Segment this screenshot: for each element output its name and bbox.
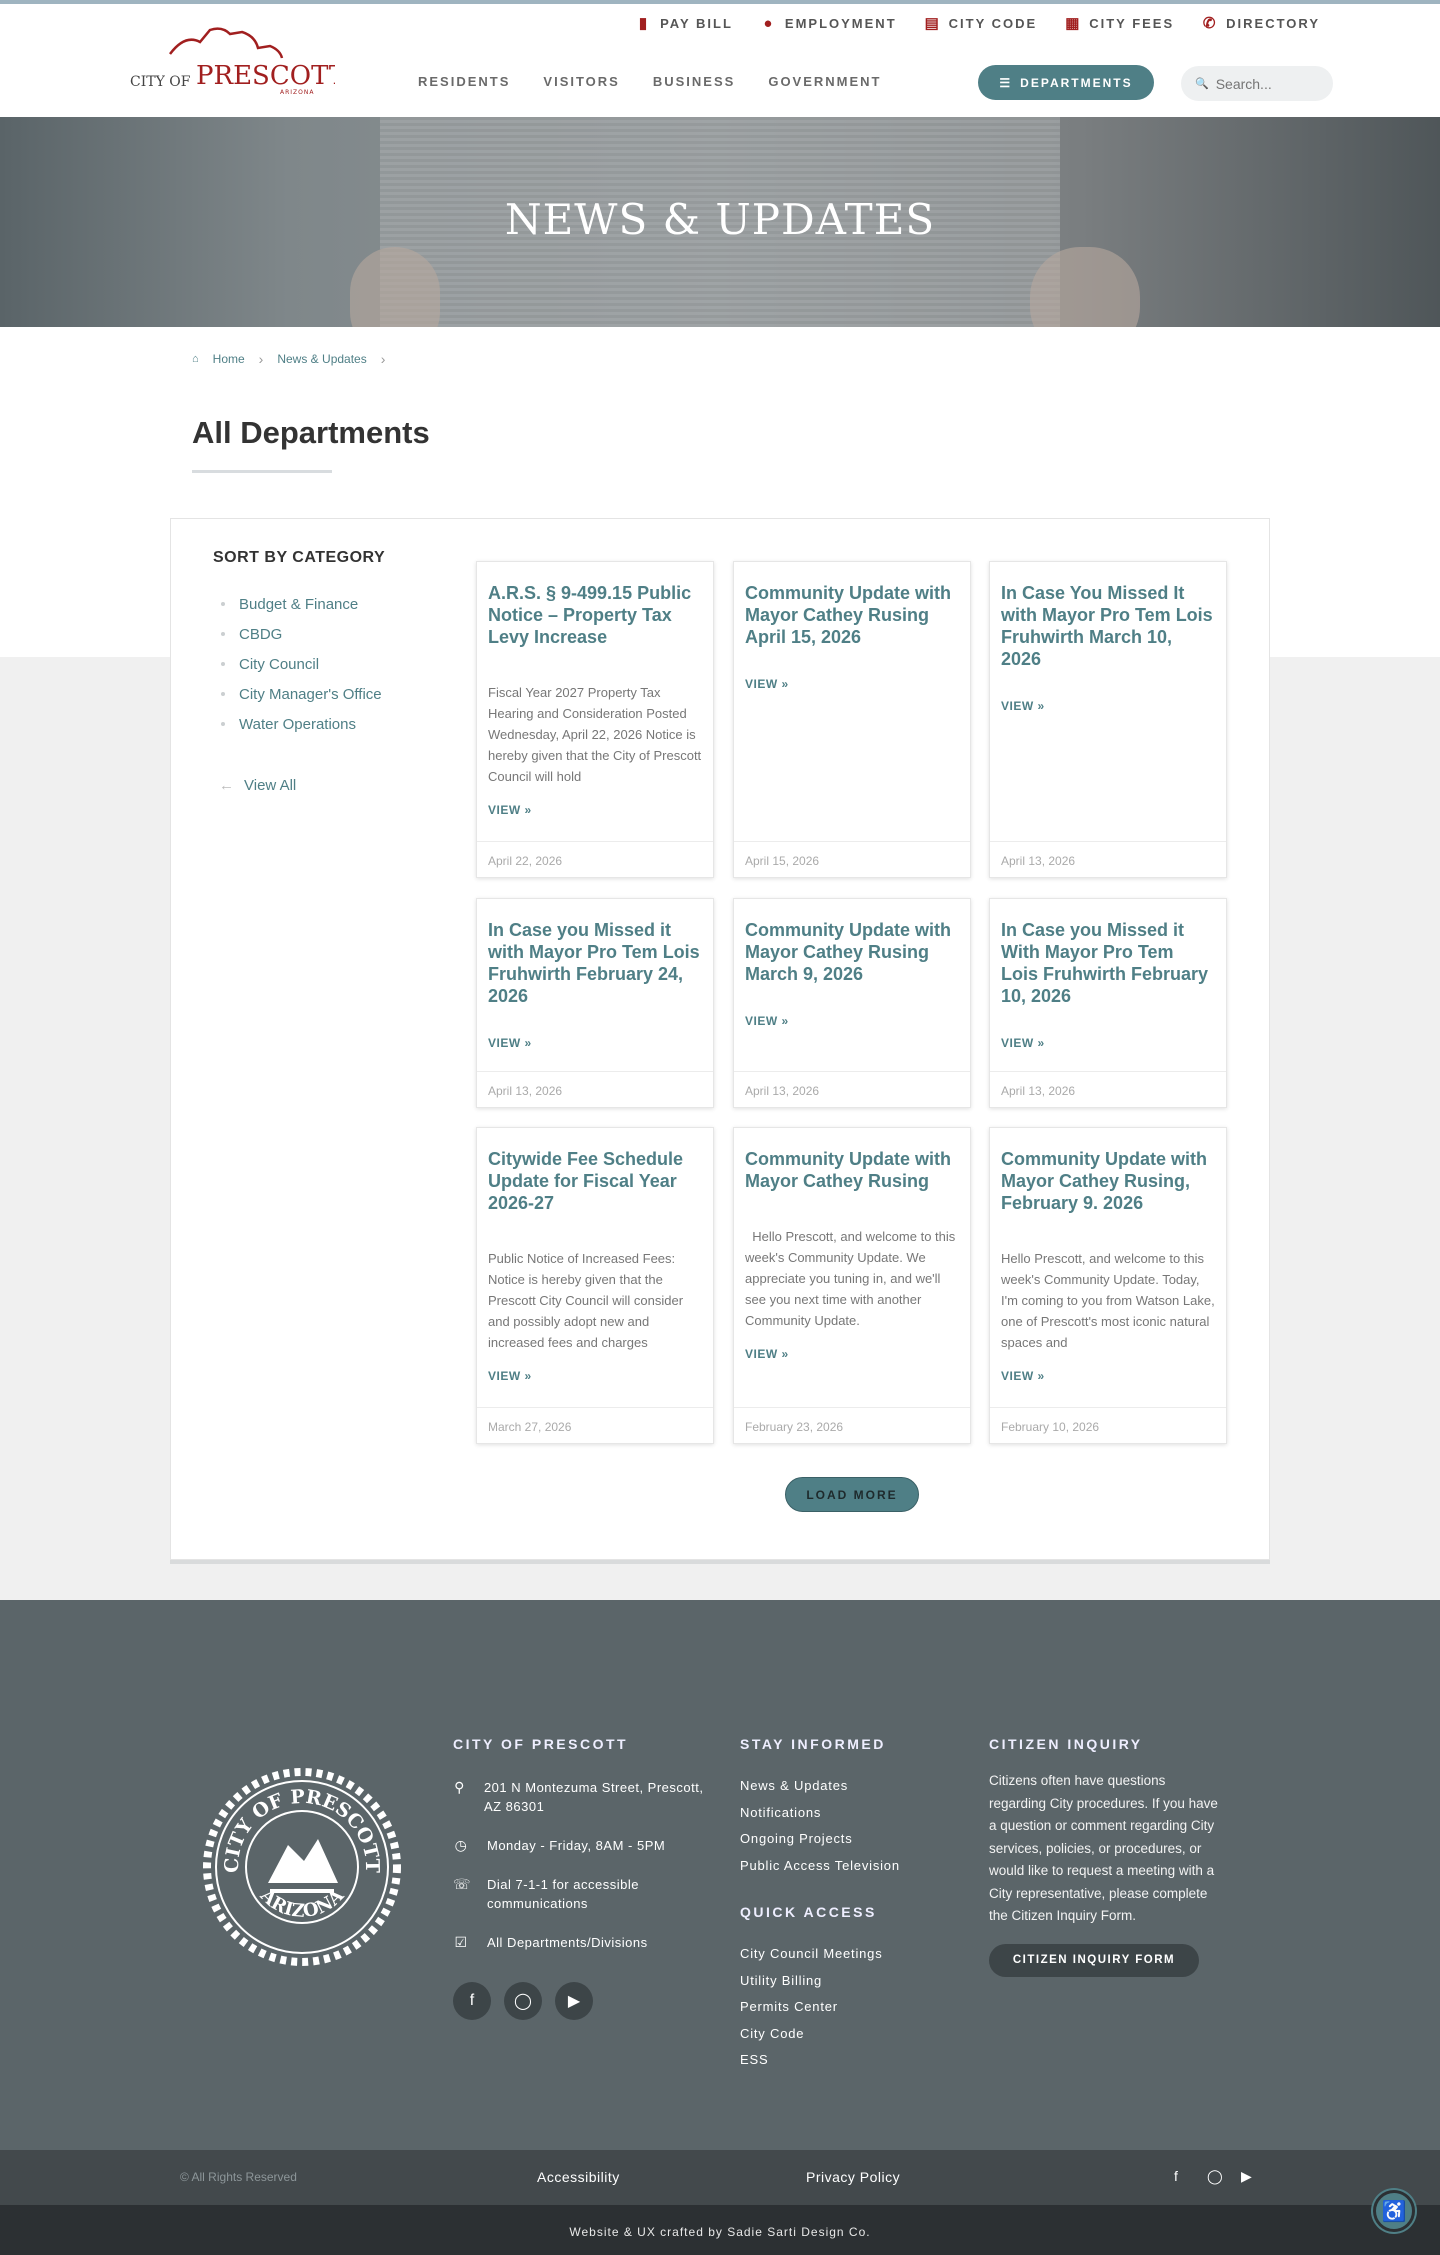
card-title[interactable]: Citywide Fee Schedule Update for Fiscal Year 2026-27 [488, 1149, 684, 1213]
card-title[interactable]: Community Update with Mayor Cathey Rusing April 15, 2026 [745, 583, 951, 647]
load-more-button[interactable]: LOAD MORE [785, 1477, 919, 1512]
hero-banner [0, 117, 1440, 327]
utility-label: CITY FEES [1089, 15, 1175, 31]
card-date: April 13, 2026 [990, 841, 1226, 877]
hero-hand-right [1030, 247, 1140, 327]
view-all-link[interactable] [213, 777, 433, 794]
city-fees-link[interactable] [1065, 14, 1174, 32]
view-link[interactable]: VIEW » [745, 677, 789, 691]
hours-row [453, 1836, 713, 1855]
card-title[interactable]: Community Update with Mayor Cathey Rusing March 9, 2026 [745, 920, 951, 984]
site-credit: Website & UX crafted by Sadie Sarti Design Co. [0, 2205, 1440, 2255]
site-header [0, 0, 1440, 117]
footer-link-news[interactable]: News & Updates [740, 1778, 849, 1793]
instagram-icon[interactable]: ◯ [1207, 2168, 1223, 2184]
card-excerpt: Hello Prescott, and welcome to this week's Community Update. Today, I'm coming to you from Watson Lake, one of Prescott's most iconic natural spaces and [1001, 1251, 1215, 1350]
chevron-right-icon: › [380, 351, 386, 367]
city-seal [200, 1765, 405, 1970]
employment-link[interactable] [761, 14, 897, 32]
category-label: CBDG [239, 625, 283, 643]
home-icon: ⌂ [192, 353, 199, 365]
card-excerpt: Public Notice of Increased Fees: Notice is hereby given that the Prescott City Council will consider and possibly adopt new and increased fees and charges [488, 1251, 684, 1350]
facebook-icon[interactable]: f [453, 1982, 491, 2020]
utility-label: CITY CODE [948, 15, 1038, 31]
nav-visitors[interactable]: VISITORS [543, 74, 620, 89]
category-sidebar [213, 549, 433, 794]
list-icon: ☰ [999, 75, 1013, 90]
footer-link-ess[interactable]: ESS [740, 2052, 769, 2067]
main-nav [418, 74, 882, 89]
category-city-managers-office[interactable] [213, 679, 433, 709]
card-excerpt: Hello Prescott, and welcome to this week's Community Update. We appreciate you tuning in, and we'll see you next time with another Community Update. [745, 1229, 959, 1328]
search-box [1181, 66, 1333, 101]
category-cbdg[interactable] [213, 619, 433, 649]
copyright: © All Rights Reserved [180, 2170, 297, 2184]
view-link[interactable]: VIEW » [1001, 1369, 1045, 1383]
card-title[interactable]: Community Update with Mayor Cathey Rusing, February 9. 2026 [1001, 1149, 1207, 1213]
phone-icon: ✆ [1202, 15, 1218, 32]
logo-arizona: ARIZONA [280, 89, 315, 94]
tty-text: Dial 7-1-1 for accessible communications [487, 1877, 639, 1911]
view-link[interactable]: VIEW » [1001, 1036, 1045, 1050]
footer-link-pat[interactable]: Public Access Television [740, 1857, 900, 1873]
card-title[interactable]: Community Update with Mayor Cathey Rusing [745, 1149, 951, 1191]
view-link[interactable]: VIEW » [488, 1036, 532, 1050]
utility-label: PAY BILL [660, 15, 733, 31]
pay-bill-icon: ▮ [638, 15, 650, 32]
view-link[interactable]: VIEW » [488, 803, 532, 817]
directory-icon: ☑ [454, 1934, 468, 1950]
seal-bottom-text: ARIZONA [256, 1885, 348, 1923]
card-date: March 27, 2026 [477, 1407, 713, 1443]
utility-nav [636, 14, 1320, 32]
tty-row [453, 1875, 713, 1913]
card-date: April 22, 2026 [477, 841, 713, 877]
all-departments-link[interactable] [453, 1933, 713, 1952]
news-card[interactable] [476, 561, 714, 878]
privacy-policy-link[interactable]: Privacy Policy [806, 2169, 901, 2185]
view-link[interactable]: VIEW » [745, 1014, 789, 1028]
logo-graphic [130, 24, 335, 94]
news-card[interactable] [733, 1127, 971, 1444]
logo-city-of: CITY OF [130, 74, 191, 90]
footer-heading: STAY INFORMED [740, 1736, 886, 1752]
category-label: City Manager's Office [239, 685, 382, 703]
bullet-icon [221, 632, 225, 636]
card-title[interactable]: In Case you Missed it with Mayor Pro Tem Lois Fruhwirth February 24, 2026 [488, 920, 700, 1006]
category-budget-finance[interactable] [213, 589, 433, 619]
card-date: February 23, 2026 [734, 1407, 970, 1443]
category-water-operations[interactable] [213, 709, 433, 739]
view-all-label: View All [244, 777, 297, 794]
utility-label: EMPLOYMENT [784, 15, 897, 31]
address-row [453, 1778, 713, 1816]
footer-contact-column [453, 1736, 713, 2020]
accessibility-widget-icon[interactable]: ♿ [1373, 2190, 1415, 2232]
chevron-right-icon: › [258, 351, 264, 367]
news-card[interactable] [476, 1127, 714, 1444]
breadcrumb [192, 351, 385, 367]
card-date: February 10, 2026 [990, 1407, 1226, 1443]
citizen-inquiry-button[interactable]: CITIZEN INQUIRY FORM [989, 1944, 1199, 1977]
card-title[interactable]: In Case you Missed it With Mayor Pro Tem Lois Fruhwirth February 10, 2026 [1001, 920, 1209, 1006]
category-label: Budget & Finance [239, 595, 359, 613]
news-card[interactable] [733, 561, 971, 878]
card-title[interactable]: In Case You Missed It with Mayor Pro Tem Lois Fruhwirth March 10, 2026 [1001, 583, 1213, 669]
inquiry-text: Citizens often have questions regarding City procedures. If you have a question or comment regarding City services, policies, or procedures, or would like to request a meeting with a City representative, please complete the Citizen Inquiry Form. [989, 1773, 1218, 1923]
pay-bill-link[interactable] [636, 14, 733, 32]
news-card[interactable] [733, 898, 971, 1108]
search-icon: 🔍 [1195, 78, 1209, 90]
hours-text: Monday - Friday, 8AM - 5PM [487, 1838, 666, 1853]
breadcrumb-home[interactable]: Home [212, 352, 245, 366]
hero-title: NEWS & UPDATES [504, 195, 936, 244]
footer-link-permits[interactable]: Permits Center [740, 1999, 838, 2014]
card-date: April 13, 2026 [734, 1071, 970, 1107]
footer-heading: CITY OF PRESCOTT [453, 1736, 629, 1752]
nav-residents[interactable]: RESIDENTS [418, 74, 511, 89]
site-footer [0, 1600, 1440, 2150]
card-date: April 15, 2026 [734, 841, 970, 877]
city-code-icon: ▤ [924, 15, 941, 32]
news-panel [170, 518, 1270, 1560]
accessibility-link[interactable]: Accessibility [537, 2169, 620, 2185]
bullet-icon [221, 662, 225, 666]
nav-business[interactable]: BUSINESS [652, 74, 736, 89]
category-city-council[interactable] [213, 649, 433, 679]
footer-heading: CITIZEN INQUIRY [989, 1736, 1143, 1752]
nav-government[interactable]: GOVERNMENT [768, 74, 882, 89]
facebook-icon[interactable]: f [1174, 2168, 1178, 2184]
view-link[interactable]: VIEW » [745, 1347, 789, 1361]
page-title: All Departments [192, 415, 430, 450]
city-code-link[interactable] [925, 14, 1038, 32]
search-input[interactable] [1216, 76, 1326, 92]
footer-link-council-meetings[interactable]: City Council Meetings [740, 1946, 883, 1961]
footer-links-column [740, 1736, 960, 2079]
footer-socials [453, 1982, 713, 2020]
bullet-icon [221, 692, 225, 696]
view-link[interactable]: VIEW » [1001, 699, 1045, 713]
clock-icon: ◷ [454, 1837, 468, 1853]
news-card[interactable] [989, 561, 1227, 878]
category-label: City Council [239, 655, 320, 673]
category-label: Water Operations [239, 715, 356, 733]
card-date: April 13, 2026 [477, 1071, 713, 1107]
seal-top-text: CITY OF PRESCOTT [220, 1785, 384, 1874]
sidebar-heading: SORT BY CATEGORY [213, 549, 386, 566]
departments-label: DEPARTMENTS [1020, 75, 1133, 90]
instagram-icon[interactable]: ◯ [504, 1982, 542, 2020]
all-departments-text: All Departments/Divisions [487, 1935, 648, 1950]
news-card[interactable] [989, 898, 1227, 1108]
breadcrumb-current[interactable]: News & Updates [277, 352, 367, 366]
view-link[interactable]: VIEW » [488, 1369, 532, 1383]
bullet-icon [221, 722, 225, 726]
location-pin-icon: ⚲ [454, 1779, 465, 1795]
directory-link[interactable] [1202, 14, 1320, 32]
title-divider [192, 470, 332, 473]
tty-icon: ☏ [453, 1876, 472, 1892]
card-excerpt: Fiscal Year 2027 Property Tax Hearing and Consideration Posted Wednesday, April 22, 2026 Notice is hereby given that the City of Prescott Council will hold [488, 685, 702, 784]
news-card[interactable] [476, 898, 714, 1108]
logo-prescott: PRESCOTT [196, 61, 335, 91]
footer-inquiry-column [989, 1736, 1219, 1977]
employment-icon: ● [763, 14, 775, 32]
address-text: 201 N Montezuma Street, Prescott, AZ 86301 [483, 1780, 704, 1814]
legal-bar [0, 2150, 1440, 2205]
footer-link-utility-billing[interactable]: Utility Billing [740, 1972, 823, 1988]
card-date: April 13, 2026 [990, 1071, 1226, 1107]
footer-link-city-code[interactable]: City Code [740, 2025, 805, 2041]
youtube-icon[interactable]: ▶ [555, 1982, 593, 2020]
bullet-icon [221, 602, 225, 606]
departments-button[interactable] [978, 65, 1154, 100]
hero-hand-left [350, 247, 440, 327]
footer-heading: QUICK ACCESS [740, 1904, 877, 1920]
card-title[interactable]: A.R.S. § 9-499.15 Public Notice – Property Tax Levy Increase [488, 583, 692, 647]
arrow-left-icon: ← [219, 777, 234, 794]
youtube-icon[interactable]: ▶ [1241, 2168, 1252, 2184]
city-fees-icon: ▦ [1065, 15, 1082, 32]
footer-link-projects[interactable]: Ongoing Projects [740, 1831, 853, 1846]
footer-link-notifications[interactable]: Notifications [740, 1804, 822, 1820]
city-logo[interactable] [130, 24, 335, 94]
utility-label: DIRECTORY [1226, 15, 1320, 31]
news-card[interactable] [989, 1127, 1227, 1444]
